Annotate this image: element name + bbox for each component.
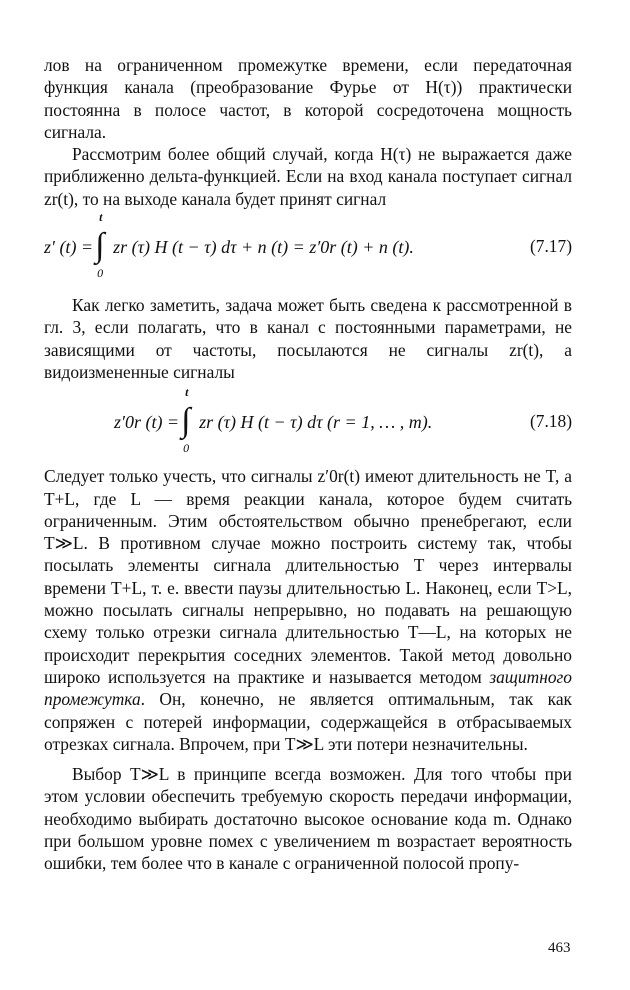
eq717-upper-limit: t — [99, 210, 103, 225]
paragraph-5: Выбор T≫L в принципе всегда возможен. Для того чтобы при этом условии обеспечить требуемую скорость передачи информации, необходимо выбирать достаточно высокое основание кода m. Однако при большом уровне помех с увеличением m возрастает вероятность ошибки, тем более что в канале с ограниченной полосой пропу- — [44, 764, 572, 874]
integral-sign: ∫ t 0 — [181, 385, 191, 456]
paragraph-4-part-a: Следует только учесть, что сигналы z′0r(t) имеют длительность не T, а T+L, где L — время реакции канала, которое будем считать ограниченным. Этим обстоятельством обычно пренебрегают, если T≫L. В противном случае можно построить систему так, чтобы посылать элементы сигнала длительностью T через интервалы времени T+L, т. е. ввести паузы длительностью L. Наконец, если T>L, можно посылать сигналы непрерывно, но подавать на решающую схему только отрезки сигнала длительностью T—L, на которых не происходит перекрытия соседних элементов. Такой метод довольно широко используется на практике и называется методом — [44, 466, 572, 687]
equation-number-7-17: (7.17) — [529, 236, 572, 257]
page-content — [44, 54, 572, 875]
eq717-lower-limit: 0 — [97, 266, 104, 281]
paragraph-4-part-b: . Он, конечно, не является оптимальным, так как сопряжен с потерей информации, содержащейся в отбрасываемых отрезках сигнала. Впрочем, при T≫L эти потери незначительны. — [44, 689, 572, 754]
eq717-rhs: zr (τ) H (t − τ) dτ + n (t) = z′0r (t) + n (t). — [113, 236, 414, 257]
paragraph-1: лов на ограниченном промежутке времени, если передаточная функция канала (преобразование Фурье от H(τ)) практически постоянна в полосе частот, в которой сосредоточена мощность сигнала. — [44, 55, 572, 142]
integral-sign: ∫ t 0 — [95, 210, 105, 281]
paragraph-3: Как легко заметить, задача может быть сведена к рассмотренной в гл. 3, если полагать, что в канал с постоянными параметрами, не зависящими от частоты, посылаются не сигналы zr(t), а видоизмененные сигналы — [44, 295, 572, 382]
eq718-lhs: z′0r (t) = — [114, 411, 180, 432]
eq718-upper-limit: t — [185, 385, 189, 400]
equation-7-17 — [44, 210, 572, 286]
equation-7-18 — [44, 383, 572, 463]
paragraph-4 — [44, 465, 572, 755]
equation-number-7-18: (7.18) — [529, 411, 572, 432]
eq717-lhs: z′ (t) = — [44, 236, 94, 257]
eq718-rhs: zr (τ) H (t − τ) dτ (r = 1, … , m). — [199, 411, 433, 432]
term-guard-interval: защитного промежутка — [44, 666, 572, 710]
eq718-lower-limit: 0 — [183, 441, 190, 456]
paragraph-2: Рассмотрим более общий случай, когда H(τ) не выражается даже приближенно дельта-функцией. Если на вход канала поступает сигнал zr(t), то на выходе канала будет принят сигнал — [44, 144, 572, 209]
page-number: 463 — [548, 940, 571, 956]
